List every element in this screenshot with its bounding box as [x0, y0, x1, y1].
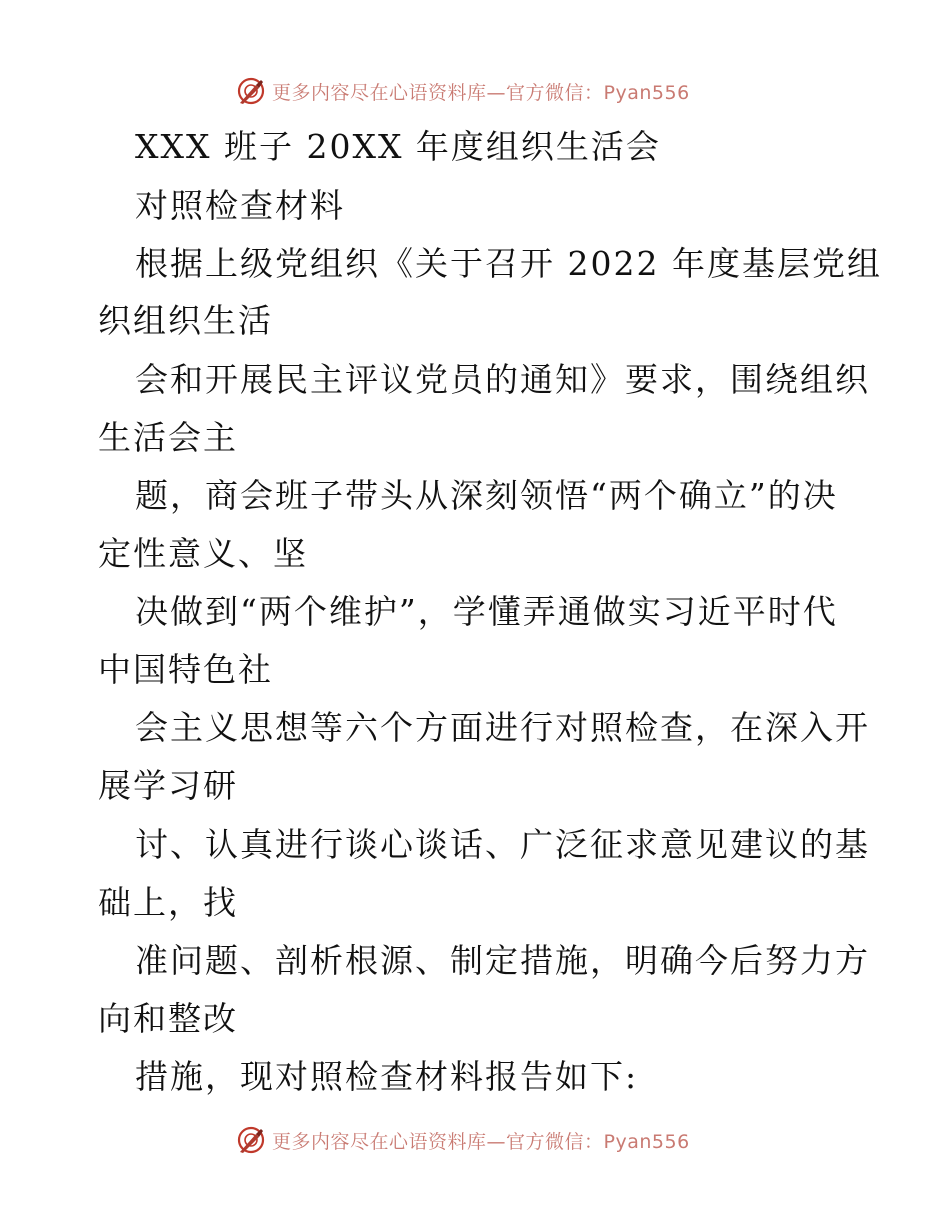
header-banner — [236, 74, 690, 108]
pen-logo-icon — [236, 1125, 266, 1155]
document-title-line-2: 对照检查材料 — [135, 186, 345, 225]
footer-banner — [236, 1123, 690, 1157]
paragraph-line: 讨、认真进行谈心谈话、广泛征求意见建议的基 — [135, 825, 870, 864]
header-banner-text: 更多内容尽在心语资料库—官方微信：Pyan556 — [272, 81, 690, 104]
paragraph-line: 础上，找 — [98, 883, 238, 922]
paragraph-line: 向和整改 — [98, 999, 238, 1038]
paragraph-line: 织组织生活 — [98, 301, 273, 340]
paragraph-line: 决做到“两个维护”，学懂弄通做实习近平时代 — [135, 592, 838, 631]
paragraph-line: 会和开展民主评议党员的通知》要求，围绕组织 — [135, 360, 870, 399]
document-title-line-1: XXX 班子 20XX 年度组织生活会 — [135, 127, 661, 166]
footer-banner-text: 更多内容尽在心语资料库—官方微信：Pyan556 — [272, 1130, 690, 1153]
paragraph-line: 生活会主 — [98, 418, 238, 457]
paragraph-line: 措施，现对照检查材料报告如下: — [135, 1057, 639, 1096]
paragraph-line: 定性意义、坚 — [98, 534, 308, 573]
paragraph-line: 根据上级党组织《关于召开 2022 年度基层党组 — [135, 244, 882, 283]
paragraph-line: 展学习研 — [98, 766, 238, 805]
paragraph-line: 会主义思想等六个方面进行对照检查，在深入开 — [135, 708, 870, 747]
paragraph-line: 题，商会班子带头从深刻领悟“两个确立”的决 — [135, 476, 838, 515]
paragraph-line: 中国特色社 — [98, 650, 273, 689]
pen-logo-icon — [236, 76, 266, 106]
paragraph-line: 准问题、剖析根源、制定措施，明确今后努力方 — [135, 941, 870, 980]
